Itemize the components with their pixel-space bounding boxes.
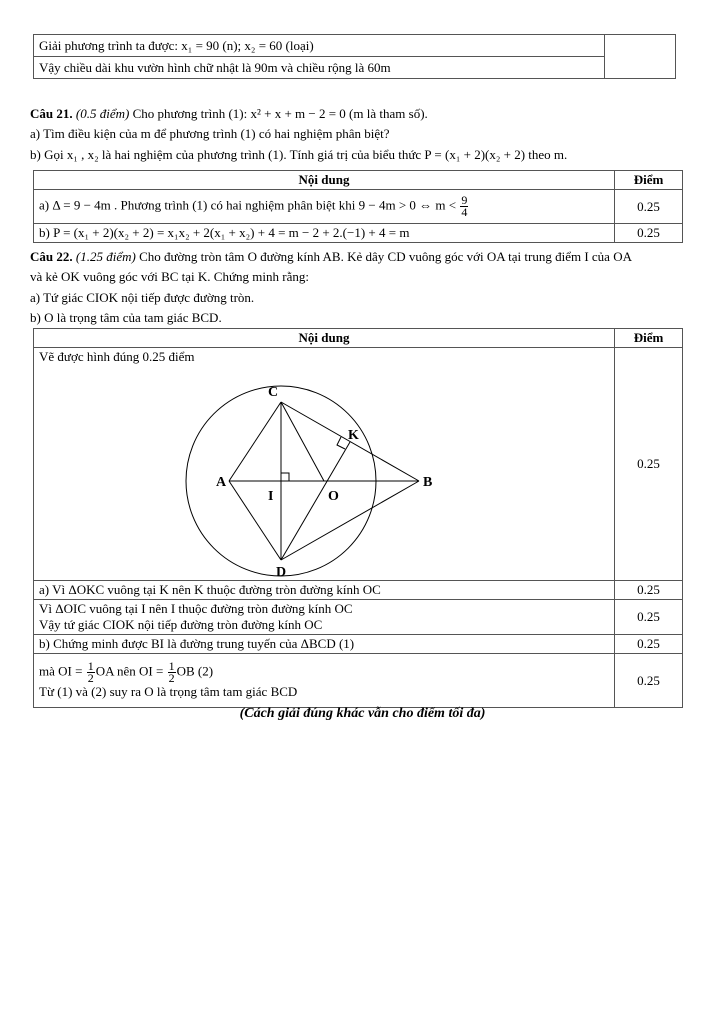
top-solution-table: [33, 34, 676, 79]
q22-answer-table: [33, 328, 683, 708]
q22-row-a2-score: 0.25: [615, 600, 683, 635]
q21-row-a: [34, 190, 615, 224]
q22-row-a1: a) Vì ΔOKC vuông tại K nên K thuộc đường tròn đường kính OC: [34, 581, 615, 600]
top-row-1: Giải phương trình ta được: x₁ = 90 (n); x₂ = 60 (loại): [34, 35, 605, 57]
q22-r5-frac1-den: 2: [87, 671, 94, 685]
q22-r5-frac2-num: 1: [168, 659, 175, 673]
label-o: O: [328, 489, 339, 504]
q21-part-a: a) Tìm điều kiện của m để phương trình (1) có hai nghiệm phân biệt?: [30, 126, 390, 141]
label-d: D: [276, 565, 287, 578]
label-k: K: [348, 428, 359, 443]
q22-r5-frac1: [87, 661, 95, 684]
q22-r5-frac2: [168, 661, 176, 684]
q21-row-b: b) P = (x₁ + 2)(x₂ + 2) = x₁x₂ + 2(x₁ + x₂) + 4 = m − 2 + 2.(−1) + 4 = m: [34, 224, 615, 243]
q22-r5-frac1-num: 1: [87, 659, 94, 673]
q21-intro: Cho phương trình (1): x² + x + m − 2 = 0 (m là tham số).: [129, 106, 428, 121]
q22-r5-mid1: OA nên OI =: [95, 663, 164, 679]
q22-row-a1-score: 0.25: [615, 581, 683, 600]
q21-row-a-text: a) Δ = 9 − 4m . Phương trình (1) có hai nghiệm phân biệt khi 9 − 4m > 0 ⇔ m <: [39, 197, 457, 213]
q21-frac-num: 9: [461, 193, 468, 207]
q21-row-b-score: 0.25: [615, 224, 683, 243]
footer-note: (Cách giải đúng khác vẫn cho điểm tối đa): [239, 706, 486, 721]
q21-points: (0.5 điểm): [75, 106, 130, 121]
label-c: C: [268, 385, 279, 400]
q22-label: Câu 22.: [30, 249, 73, 264]
q21-answer-table: [33, 170, 683, 243]
q22-r5-frac2-den: 2: [168, 671, 175, 685]
q22-r5-mid2: OB (2): [176, 663, 214, 679]
label-b: B: [423, 475, 433, 490]
segment-dk: [281, 442, 350, 560]
q22-row-b2: [34, 654, 615, 708]
q21-header-content: Nội dung: [34, 171, 615, 190]
q22-part-b: b) O là trọng tâm của tam giác BCD.: [30, 310, 222, 325]
right-angle-k: [337, 437, 345, 449]
q22-header-content: Nội dung: [34, 329, 615, 348]
label-a: A: [216, 475, 227, 490]
label-i: I: [268, 489, 274, 504]
q22-row-b2-line2: Từ (1) và (2) suy ra O là trọng tâm tam giác BCD: [39, 684, 298, 699]
segment-db: [281, 481, 419, 560]
segment-ac: [229, 402, 281, 481]
q22-row-a2-line1: Vì ΔOIC vuông tại I nên I thuộc đường tròn đường kính OC: [39, 601, 353, 616]
q22-figure-cell: [34, 348, 615, 581]
q21-part-b: b) Gọi x₁ , x₂ là hai nghiệm của phương trình (1). Tính giá trị của biểu thức P = (x₁ + 2)(x₂ + 2) theo m.: [30, 147, 568, 162]
top-row-2: Vậy chiều dài khu vườn hình chữ nhật là 90m và chiều rộng là 60m: [34, 57, 605, 79]
q22-part-a: a) Tứ giác CIOK nội tiếp được đường tròn.: [30, 290, 255, 305]
q21-row-a-fraction: [460, 195, 468, 218]
top-score-cell: [605, 35, 676, 79]
q22-intro-2: và kẻ OK vuông góc với BC tại K. Chứng minh rằng:: [30, 269, 309, 284]
q22-row-figure-text: Vẽ được hình đúng 0.25 điểm: [39, 349, 195, 364]
q22-points: (1.25 điểm): [75, 249, 136, 264]
q22-row-a2: [34, 600, 615, 635]
geometry-figure: [34, 366, 600, 578]
q22-row-b2-score: 0.25: [615, 654, 683, 708]
q22-r5-pre: mà OI =: [39, 663, 83, 679]
q22-figure-score: 0.25: [615, 348, 683, 581]
q22-row-b1: b) Chứng minh được BI là đường trung tuyến của ΔBCD (1): [34, 635, 615, 654]
q21-intro-line: [30, 104, 428, 123]
right-angle-i: [281, 473, 289, 481]
q22-row-a2-line2: Vậy tứ giác CIOK nội tiếp đường tròn đường kính OC: [39, 617, 323, 632]
q22-header-score: Điểm: [615, 329, 683, 348]
q22-intro-line: [30, 247, 632, 266]
q21-frac-den: 4: [461, 205, 468, 219]
q21-label: Câu 21.: [30, 106, 73, 121]
q21-row-a-score: 0.25: [615, 190, 683, 224]
q21-header-score: Điểm: [615, 171, 683, 190]
q22-row-b1-score: 0.25: [615, 635, 683, 654]
q22-row-b2-line1: [39, 661, 609, 684]
q22-intro: Cho đường tròn tâm O đường kính AB. Kẻ dây CD vuông góc với OA tại trung điểm I của OA: [135, 249, 632, 264]
